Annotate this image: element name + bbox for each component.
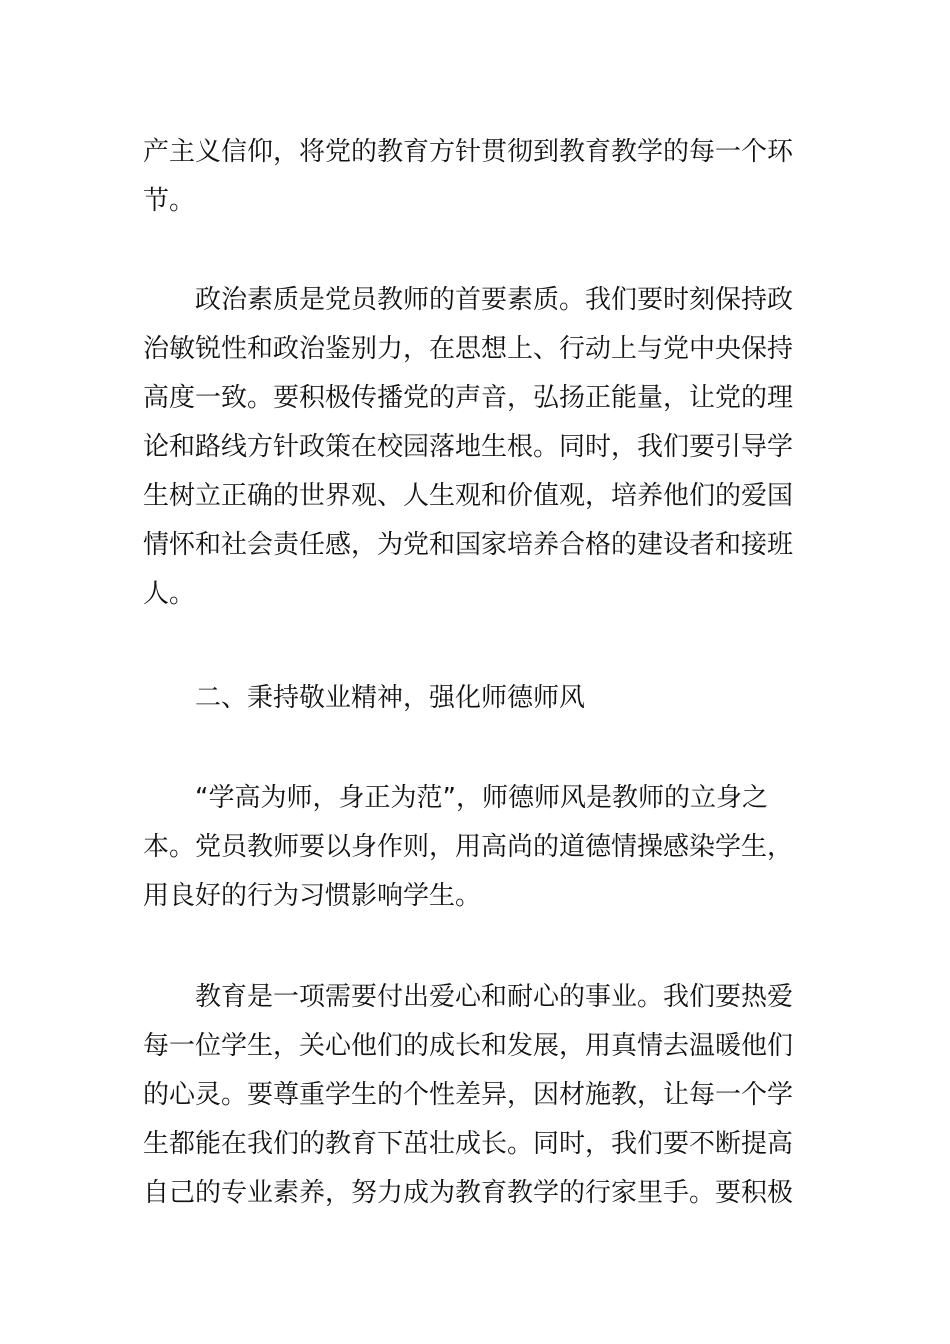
paragraph xyxy=(143,276,811,619)
text-line: 用良好的行为习惯影响学生。 xyxy=(143,881,482,911)
text-line: 自己的专业素养，努力成为教育教学的行家里手。要积极 xyxy=(143,1178,794,1208)
paragraph xyxy=(143,774,811,921)
text-line: 的心灵。要尊重学生的个性差异，因材施教，让每一个学 xyxy=(143,1080,794,1110)
text-line: 治敏锐性和政治鉴别力，在思想上、行动上与党中央保持 xyxy=(143,334,794,364)
paragraph xyxy=(143,128,811,226)
text-line: 论和路线方针政策在校园落地生根。同时，我们要引导学 xyxy=(143,432,794,462)
section-heading xyxy=(143,674,811,723)
text-line: 人。 xyxy=(143,579,196,609)
text-line: 高度一致。要积极传播党的声音，弘扬正能量，让党的理 xyxy=(143,383,794,413)
paragraph xyxy=(143,973,811,1218)
text-line: 生树立正确的世界观、人生观和价值观，培养他们的爱国 xyxy=(143,481,794,511)
heading-line: 二、秉持敬业精神，强化师德师风 xyxy=(143,683,586,713)
text-line: 生都能在我们的教育下茁壮成长。同时，我们要不断提高 xyxy=(143,1129,794,1159)
text-line: 产主义信仰，将党的教育方针贯彻到教育教学的每一个环 xyxy=(143,137,794,167)
text-line: 节。 xyxy=(143,186,196,216)
text-line: 情怀和社会责任感，为党和国家培养合格的建设者和接班 xyxy=(143,530,794,560)
text-line: 教育是一项需要付出爱心和耐心的事业。我们要热爱 xyxy=(143,982,794,1012)
text-line: 政治素质是党员教师的首要素质。我们要时刻保持政 xyxy=(143,285,794,315)
text-line: 本。党员教师要以身作则，用高尚的道德情操感染学生， xyxy=(143,832,794,862)
text-line: “学高为师，身正为范”，师德师风是教师的立身之 xyxy=(143,783,768,813)
text-line: 每一位学生，关心他们的成长和发展，用真情去温暖他们 xyxy=(143,1031,794,1061)
